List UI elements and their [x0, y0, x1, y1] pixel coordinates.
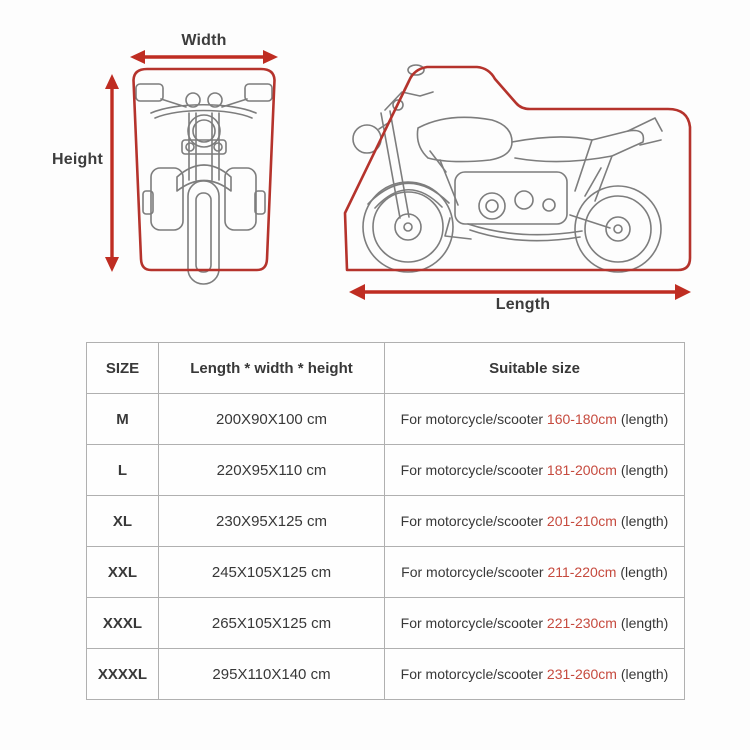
suitable-prefix: For motorcycle/scooter [400, 411, 547, 427]
header-suitable: Suitable size [385, 343, 685, 394]
motorcycle-front-drawing [136, 84, 272, 284]
suitable-range: 231-260cm [546, 666, 617, 682]
suitable-suffix: (length) [616, 462, 669, 478]
table-row-l [87, 445, 685, 496]
dimensions-cell: 230X95X125 cm [159, 496, 385, 547]
suitable-suffix: (length) [616, 666, 669, 682]
table-row-xxl [87, 547, 685, 598]
table-row-xxxl [87, 598, 685, 649]
size-cell: XXXXL [87, 649, 159, 700]
table-row-xxxxl [87, 649, 685, 700]
length-label: Length [495, 296, 551, 313]
size-cell: XXXL [87, 598, 159, 649]
suitable-range: 201-210cm [546, 513, 617, 529]
suitable-suffix: (length) [616, 564, 668, 580]
suitable-range: 221-230cm [546, 615, 617, 631]
height-label: Height [52, 151, 103, 168]
size-cell: L [87, 445, 159, 496]
dimensions-cell: 200X90X100 cm [159, 394, 385, 445]
header-size: SIZE [87, 343, 159, 394]
suitable-cell [385, 598, 685, 649]
size-cell: M [87, 394, 159, 445]
header-row [87, 343, 685, 394]
suitable-suffix: (length) [616, 513, 669, 529]
suitable-range: 160-180cm [546, 411, 617, 427]
suitable-cell [385, 394, 685, 445]
width-arrow [130, 50, 278, 64]
suitable-cell [385, 547, 685, 598]
suitable-cell [385, 496, 685, 547]
suitable-prefix: For motorcycle/scooter [400, 462, 547, 478]
suitable-prefix: For motorcycle/scooter [400, 615, 547, 631]
dimensions-cell: 265X105X125 cm [159, 598, 385, 649]
header-lwh: Length * width * height [159, 343, 385, 394]
suitable-suffix: (length) [616, 411, 669, 427]
dimensions-cell: 245X105X125 cm [159, 547, 385, 598]
suitable-cell [385, 445, 685, 496]
size-table-header [87, 343, 685, 394]
dimensions-cell: 220X95X110 cm [159, 445, 385, 496]
size-cell: XXL [87, 547, 159, 598]
suitable-range: 181-200cm [546, 462, 617, 478]
width-label: Width [181, 32, 227, 49]
suitable-prefix: For motorcycle/scooter [400, 666, 547, 682]
suitable-range: 211-220cm [547, 564, 617, 580]
suitable-prefix: For motorcycle/scooter [401, 564, 548, 580]
table-row-m [87, 394, 685, 445]
table-row-xl [87, 496, 685, 547]
suitable-suffix: (length) [616, 615, 669, 631]
size-table [86, 342, 685, 700]
dimensions-cell: 295X110X140 cm [159, 649, 385, 700]
size-cell: XL [87, 496, 159, 547]
measurement-diagram [0, 0, 750, 340]
motorcycle-side-drawing [353, 65, 662, 272]
height-arrow [105, 74, 119, 272]
suitable-prefix: For motorcycle/scooter [400, 513, 547, 529]
suitable-cell [385, 649, 685, 700]
